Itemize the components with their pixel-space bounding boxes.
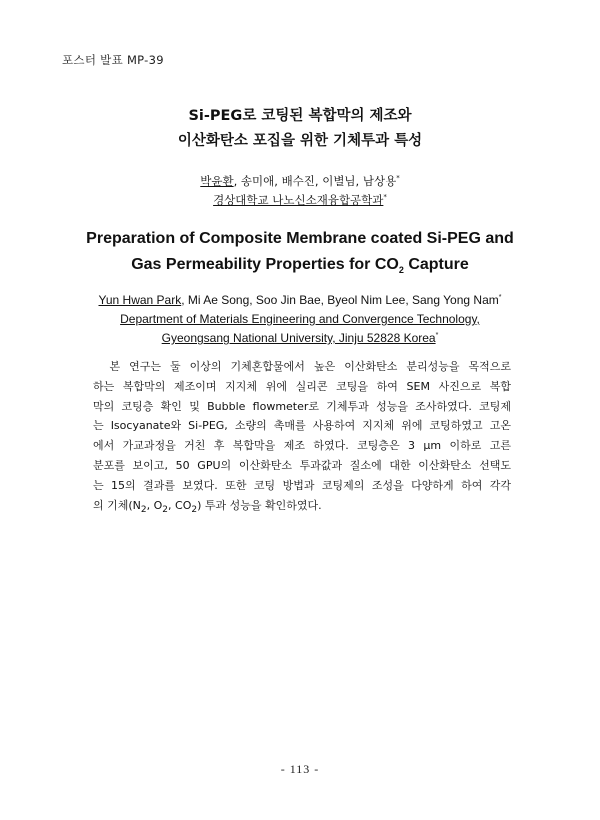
affiliation-mark: * bbox=[383, 193, 387, 202]
korean-title-line-1: Si-PEG로 코팅된 복합막의 제조와 bbox=[188, 108, 412, 124]
english-title bbox=[0, 226, 600, 278]
korean-affiliation bbox=[0, 191, 600, 210]
abstract-line: 는 Isocyanate와 Si-PEG, 소량의 촉매를 사용하여 지지체 위에 코팅하였고 고온 bbox=[93, 419, 511, 433]
english-authors bbox=[0, 291, 600, 348]
corresponding-mark: * bbox=[396, 174, 400, 183]
english-title-line-2-text: Gas Permeability Properties for CO bbox=[131, 256, 399, 273]
korean-authors bbox=[0, 172, 600, 210]
abstract-text: 의 기체(N bbox=[93, 498, 141, 512]
english-university-text: Gyeongsang National University, Jinju 52828 Korea bbox=[161, 331, 436, 345]
english-first-author: Yun Hwan Park bbox=[98, 293, 182, 307]
english-title-line-2 bbox=[0, 252, 600, 278]
abstract-line: 본 연구는 둘 이상의 기체혼합물에서 높은 이산화탄소 분리성능을 목적으로 bbox=[93, 360, 511, 373]
english-department: Department of Materials Engineering and Convergence Technology, bbox=[120, 312, 480, 326]
co2-subscript: 2 bbox=[191, 504, 198, 515]
o2-subscript: 2 bbox=[162, 504, 169, 515]
english-coauthors: , Mi Ae Song, Soo Jin Bae, Byeol Nim Lee, Sang Yong Nam bbox=[181, 293, 499, 307]
co2-subscript: 2 bbox=[398, 265, 404, 276]
abstract-text: , CO bbox=[168, 498, 192, 512]
korean-first-author: 박윤환 bbox=[200, 174, 234, 188]
korean-author-list bbox=[0, 172, 600, 191]
korean-affiliation-text: 경상대학교 나노신소재융합공학과 bbox=[213, 193, 384, 207]
n2-subscript: 2 bbox=[140, 504, 147, 515]
english-title-line-1: Preparation of Composite Membrane coated Si-PEG and bbox=[86, 230, 514, 247]
abstract-body bbox=[93, 357, 511, 515]
korean-title-line-2: 이산화탄소 포집을 위한 기체투과 특성 bbox=[177, 133, 423, 149]
abstract-line: 막의 코팅층 확인 및 Bubble flowmeter로 기체투과 성능을 조사하였다. 코팅제 bbox=[93, 399, 511, 413]
abstract-line-last bbox=[93, 496, 511, 516]
session-label: 포스터 발표 MP-39 bbox=[62, 53, 164, 67]
abstract-line: 하는 복합막의 제조이며 지지체 위에 실리콘 코팅을 하여 SEM 사진으로 복합 bbox=[93, 379, 511, 393]
english-university bbox=[0, 329, 600, 348]
english-title-line-2-end: Capture bbox=[403, 256, 469, 273]
abstract-text: , O bbox=[146, 498, 163, 512]
english-corresponding-mark: * bbox=[498, 294, 502, 301]
english-author-list bbox=[0, 291, 600, 310]
abstract-line: 분포를 보이고, 50 GPU의 이산화탄소 투과값과 질소에 대한 이산화탄소 선택도 bbox=[93, 458, 511, 472]
korean-coauthors: , 송미애, 배수진, 이별님, 남상용 bbox=[233, 174, 397, 188]
abstract-line: 에서 가교과정을 거친 후 복합막을 제조 하였다. 코팅층은 3 μm 이하로 고른 bbox=[93, 439, 511, 453]
abstract-text: ) 투과 성능을 확인하였다. bbox=[197, 498, 322, 512]
abstract-line: 는 15의 결과를 보였다. 또한 코팅 방법과 코팅제의 조성을 다양하게 하여 각각 bbox=[93, 478, 511, 492]
page-number: - 113 - bbox=[280, 762, 320, 776]
english-university-mark: * bbox=[435, 332, 439, 339]
korean-title bbox=[0, 104, 600, 154]
